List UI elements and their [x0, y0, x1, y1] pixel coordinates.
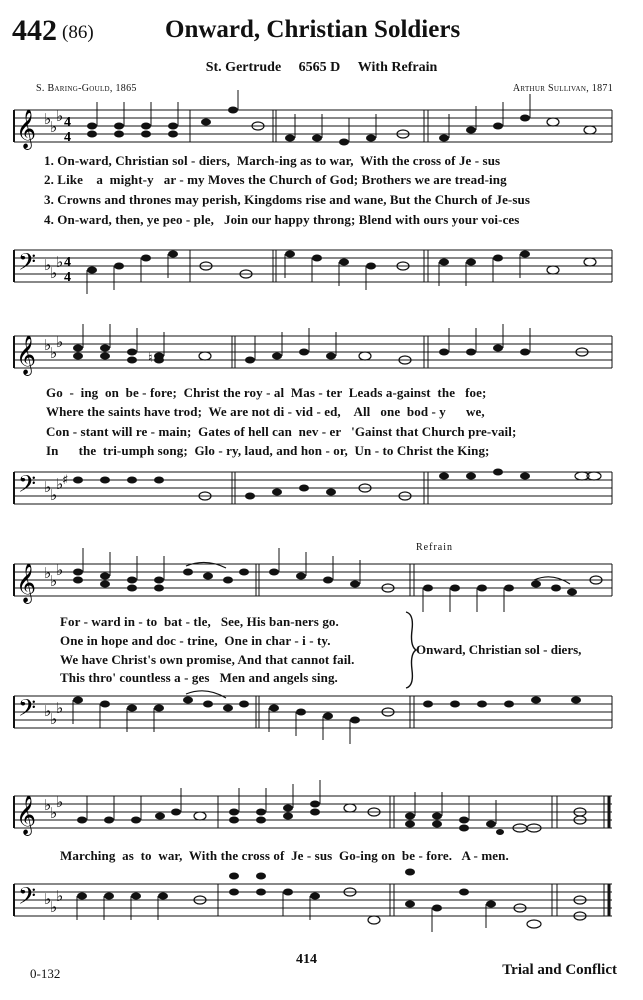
system2-lyric-verse-4: In the tri-umph song; Glo - ry, laud, and hon - or, Un - to Christ the King; — [46, 443, 490, 458]
system2-treble-staff — [0, 330, 643, 378]
meter: 6565 D — [298, 60, 341, 75]
tune-name: St. Gertrude — [205, 60, 282, 75]
svg-text:4: 4 — [64, 115, 71, 130]
svg-text:♭: ♭ — [44, 796, 52, 814]
system2-lyric-verse-3: Con - stant will re - main; Gates of hell can nev - er 'Gainst that Church pre-vail; — [46, 424, 517, 439]
system3-treble-staff — [0, 558, 643, 606]
system1-lyric-verse-3: 3. Crowns and thrones may perish, Kingdoms rise and wane, But the Church of Je-sus — [44, 192, 531, 207]
svg-text:𝄞: 𝄞 — [16, 563, 37, 603]
system1-treble-staff — [0, 104, 643, 152]
svg-text:♭: ♭ — [56, 475, 64, 493]
system3-lyric-verse-1: For - ward in - to bat - tle, See, His ban-ners go. — [60, 614, 339, 629]
system1-lyric-verse-1: 1. On-ward, Christian sol - diers, March-ing as to war, With the cross of Je - sus — [44, 153, 501, 168]
tune-line — [0, 60, 643, 76]
system4-bass-staff — [0, 878, 643, 926]
svg-text:♭: ♭ — [50, 486, 58, 504]
system3-lyric-verse-2: One in hope and doc - trine, One in char - i - ty. — [60, 633, 331, 648]
svg-text:♭: ♭ — [56, 253, 64, 271]
music-credit: Arthur Sullivan, 1871 — [512, 83, 613, 94]
system4-lyric: Marching as to war, With the cross of Je - sus Go-ing on be - fore. A - men. — [60, 848, 509, 863]
svg-text:4: 4 — [64, 130, 71, 145]
hymn-number: 442 — [12, 14, 57, 47]
svg-text:♭: ♭ — [44, 110, 52, 128]
svg-text:♭: ♭ — [44, 702, 52, 720]
svg-text:𝄞: 𝄞 — [16, 109, 37, 149]
svg-text:♭: ♭ — [56, 887, 64, 905]
svg-text:♭: ♭ — [44, 256, 52, 274]
svg-text:♭: ♭ — [50, 264, 58, 282]
alt-hymn-number: (86) — [62, 22, 94, 43]
system2-lyric-verse-2: Where the saints have trod; We are not di - vid - ed, All one bod - y we, — [46, 404, 485, 419]
svg-text:𝄞: 𝄞 — [16, 335, 37, 375]
svg-text:4: 4 — [64, 270, 71, 285]
svg-text:♭: ♭ — [44, 564, 52, 582]
svg-text:♭: ♭ — [56, 793, 64, 811]
svg-text:𝄢: 𝄢 — [18, 248, 37, 281]
system1-lyric-verse-2: 2. Like a might-y ar - my Moves the Church of God; Brothers we are tread-ing — [44, 172, 507, 187]
svg-text:♭: ♭ — [50, 118, 58, 136]
system3-lyric-verse-4: This thro' countless a - ges Men and angels sing. — [60, 670, 338, 685]
svg-text:♭: ♭ — [56, 333, 64, 351]
svg-text:♭: ♭ — [50, 710, 58, 728]
svg-text:♮: ♮ — [148, 351, 153, 366]
catalog-code: 0-132 — [30, 966, 61, 981]
svg-text:♭: ♭ — [44, 890, 52, 908]
system4-treble-staff — [0, 790, 643, 838]
svg-text:𝄢: 𝄢 — [18, 470, 37, 503]
section-title: Trial and Conflict — [502, 962, 617, 978]
refrain-label: Refrain — [416, 542, 453, 553]
svg-text:♭: ♭ — [56, 561, 64, 579]
svg-text:4: 4 — [64, 255, 71, 270]
system3-lyric-verse-3: We have Christ's own promise, And that cannot fail. — [60, 652, 355, 667]
page-number: 414 — [296, 952, 317, 967]
system1-bass-staff — [0, 244, 643, 292]
words-credit: S. Baring-Gould, 1865 — [36, 83, 137, 94]
system1-lyric-verse-4: 4. On-ward, then, ye peo - ple, Join our happy throng; Blend with ours your voi-ces — [44, 212, 520, 227]
svg-text:♭: ♭ — [44, 478, 52, 496]
svg-text:♭: ♭ — [50, 572, 58, 590]
meter-note: With Refrain — [357, 60, 438, 75]
refrain-text: Onward, Christian sol - diers, — [416, 642, 582, 657]
svg-text:♭: ♭ — [44, 336, 52, 354]
svg-text:𝄢: 𝄢 — [18, 882, 37, 915]
svg-text:♭: ♭ — [50, 804, 58, 822]
system2-lyric-verse-1: Go - ing on be - fore; Christ the roy - al Mas - ter Leads a-gainst the foe; — [46, 385, 487, 400]
svg-text:♯: ♯ — [62, 473, 69, 488]
system3-bass-staff — [0, 690, 643, 738]
svg-text:♭: ♭ — [50, 898, 58, 916]
svg-text:𝄢: 𝄢 — [18, 694, 37, 727]
svg-text:𝄞: 𝄞 — [16, 795, 37, 835]
svg-text:♭: ♭ — [50, 344, 58, 362]
svg-text:♭: ♭ — [56, 107, 64, 125]
system2-bass-staff — [0, 466, 643, 514]
svg-text:♭: ♭ — [56, 699, 64, 717]
hymn-title: Onward, Christian Soldiers — [165, 16, 461, 43]
